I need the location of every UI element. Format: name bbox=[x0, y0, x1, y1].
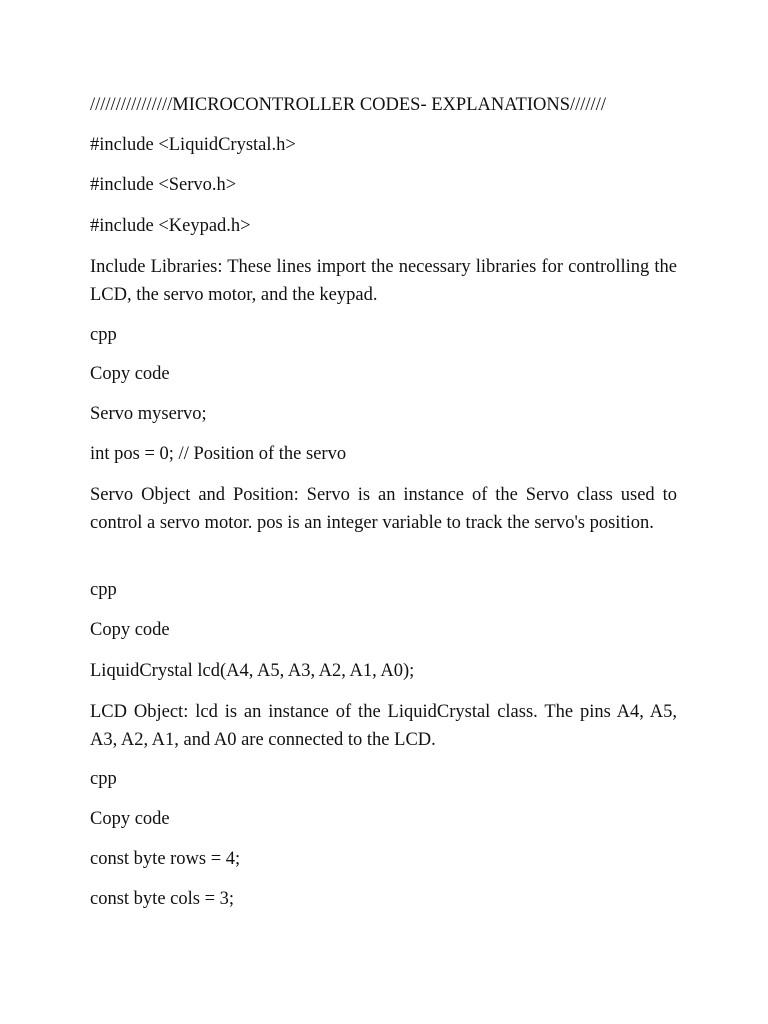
cols-declaration-line: const byte cols = 3; bbox=[90, 889, 235, 909]
copy-code-label: Copy code bbox=[90, 620, 170, 640]
include-keypad-line: #include <Keypad.h> bbox=[90, 216, 251, 236]
code-language-label: cpp bbox=[90, 325, 117, 345]
lcd-explanation-paragraph: LCD Object: lcd is an instance of the LiquidCrystal class. The pins A4, A5, A3, A2, A1, and A0 are connected to the LCD. bbox=[90, 702, 677, 750]
code-language-label: cpp bbox=[90, 580, 117, 600]
servo-declaration-line: Servo myservo; bbox=[90, 404, 207, 424]
servo-explanation-paragraph: Servo Object and Position: Servo is an instance of the Servo class used to control a servo motor. pos is an integer variable to track the servo's position. bbox=[90, 485, 677, 533]
copy-code-label: Copy code bbox=[90, 364, 170, 384]
copy-code-label: Copy code bbox=[90, 809, 170, 829]
include-servo-line: #include <Servo.h> bbox=[90, 175, 237, 195]
lcd-declaration-line: LiquidCrystal lcd(A4, A5, A3, A2, A1, A0); bbox=[90, 661, 415, 681]
code-language-label: cpp bbox=[90, 769, 117, 789]
rows-declaration-line: const byte rows = 4; bbox=[90, 849, 241, 869]
pos-declaration-line: int pos = 0; // Position of the servo bbox=[90, 444, 347, 464]
document-heading: ////////////////MICROCONTROLLER CODES- EXPLANATIONS/////// bbox=[90, 95, 606, 115]
include-explanation-paragraph: Include Libraries: These lines import the necessary libraries for controlling the LCD, the servo motor, and the keypad. bbox=[90, 257, 677, 305]
include-liquidcrystal-line: #include <LiquidCrystal.h> bbox=[90, 135, 296, 155]
